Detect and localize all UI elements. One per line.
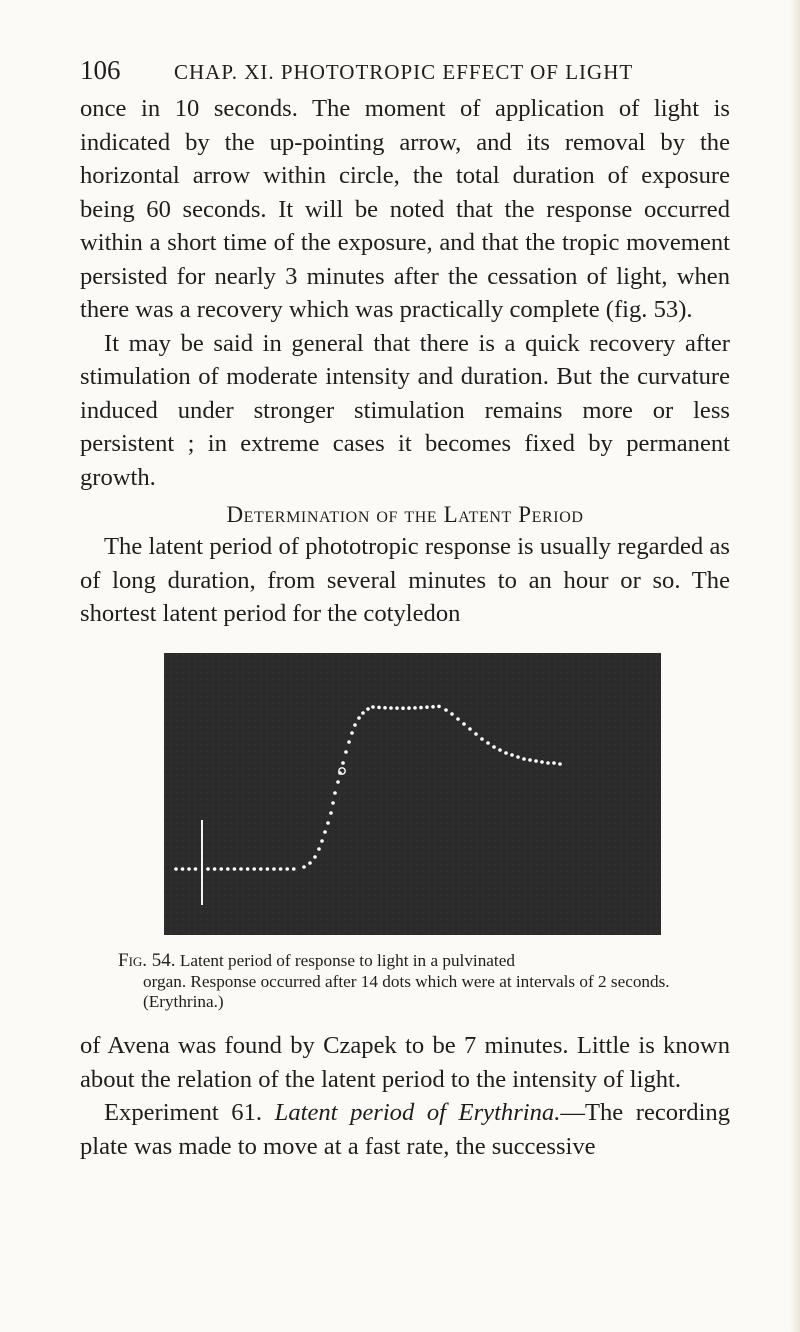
response-dot bbox=[413, 706, 417, 710]
response-dot bbox=[425, 705, 429, 709]
response-dot bbox=[266, 867, 270, 871]
response-dot bbox=[450, 712, 454, 716]
response-dot bbox=[320, 839, 324, 843]
response-dot bbox=[279, 867, 283, 871]
response-dot bbox=[474, 732, 478, 736]
response-dot bbox=[329, 811, 333, 815]
response-dot bbox=[498, 748, 502, 752]
response-dot bbox=[219, 867, 223, 871]
response-dot bbox=[246, 867, 250, 871]
figure-caption bbox=[118, 951, 678, 1013]
response-dot bbox=[389, 706, 393, 710]
page-header bbox=[80, 52, 720, 92]
response-dot bbox=[534, 759, 538, 763]
experiment-title: Latent period of Erythrina. bbox=[274, 1099, 561, 1126]
response-dot bbox=[462, 722, 466, 726]
response-dot bbox=[313, 855, 317, 859]
paragraph-experiment bbox=[80, 1096, 730, 1163]
response-dot bbox=[326, 821, 330, 825]
page-number: 106 bbox=[80, 55, 121, 85]
caption-line-1: Latent period of response to light in a pulvinated bbox=[179, 951, 515, 970]
response-dot bbox=[419, 706, 423, 710]
response-dot bbox=[361, 711, 365, 715]
response-dot bbox=[357, 716, 361, 720]
figure-label: Fig. 54. bbox=[118, 950, 176, 971]
response-dot bbox=[528, 758, 532, 762]
response-dot bbox=[206, 867, 210, 871]
section-heading: Determination of the Latent Period bbox=[226, 502, 584, 527]
response-dot bbox=[292, 867, 296, 871]
response-dot bbox=[353, 723, 357, 727]
response-dot bbox=[546, 761, 550, 765]
response-dot bbox=[272, 867, 276, 871]
response-dot bbox=[226, 867, 230, 871]
page-edge bbox=[790, 0, 800, 1332]
response-dot bbox=[516, 755, 520, 759]
response-dot bbox=[383, 706, 387, 710]
response-dot bbox=[510, 753, 514, 757]
response-dot bbox=[366, 707, 370, 711]
response-dot bbox=[317, 847, 321, 851]
response-dot bbox=[259, 867, 263, 871]
text-block-bottom bbox=[80, 1029, 730, 1163]
paragraph-latent-period: The latent period of phototropic response is usually regarded as of long duration, from several minutes to an hour or so. The shortest latent period for the cotyledon bbox=[80, 533, 730, 627]
paragraph-avena: of Avena was found by Czapek to be 7 minutes. Little is known about the relation of the latent period to the intensity of light. bbox=[80, 1032, 730, 1093]
response-dot bbox=[552, 761, 556, 765]
response-dot bbox=[285, 867, 289, 871]
response-dot bbox=[486, 741, 490, 745]
response-dot bbox=[323, 830, 327, 834]
response-dot bbox=[437, 705, 441, 709]
response-dot bbox=[239, 867, 243, 871]
response-dot bbox=[233, 867, 237, 871]
response-dot bbox=[371, 705, 375, 709]
recording-plate bbox=[164, 653, 661, 935]
text-block-middle bbox=[80, 530, 730, 631]
response-dot bbox=[308, 861, 312, 865]
response-dot bbox=[395, 706, 399, 710]
response-dot bbox=[181, 867, 185, 871]
response-dot bbox=[350, 731, 354, 735]
response-dot bbox=[347, 740, 351, 744]
response-dot bbox=[444, 708, 448, 712]
response-dot bbox=[540, 760, 544, 764]
response-dot bbox=[468, 727, 472, 731]
experiment-text: —The recording plate was made to move at a fast rate, the successive bbox=[80, 1099, 730, 1160]
response-dot bbox=[252, 867, 256, 871]
response-dot bbox=[377, 706, 381, 710]
response-dot bbox=[407, 706, 411, 710]
response-dot bbox=[194, 867, 198, 871]
response-dot bbox=[341, 761, 345, 765]
response-dot bbox=[431, 705, 435, 709]
response-dot bbox=[213, 867, 217, 871]
response-dot bbox=[504, 751, 508, 755]
experiment-label: Experiment 61. bbox=[104, 1099, 263, 1126]
caption-line-2: organ. Response occurred after 14 dots which were at intervals of 2 seconds. (Erythrina.) bbox=[143, 971, 670, 1011]
response-dot bbox=[401, 706, 405, 710]
paragraph-exposure: once in 10 seconds. The moment of application of light is indicated by the up-pointing arrow, and its removal by the horizontal arrow within circle, the total duration of exposure being 60 seconds. It will be noted that the response occurred within a short time of the exposure, and that the tropic movement persisted for nearly 3 minutes after the cessation of light, when there was a recovery which was practically complete (fig. 53). bbox=[80, 95, 730, 323]
response-dot bbox=[174, 867, 178, 871]
response-dot bbox=[187, 867, 191, 871]
running-head: CHAP. XI. PHOTOTROPIC EFFECT OF LIGHT bbox=[174, 60, 634, 84]
response-dot bbox=[492, 745, 496, 749]
response-dot bbox=[344, 750, 348, 754]
plate-background bbox=[164, 653, 661, 935]
figure-recording bbox=[164, 653, 661, 935]
response-dot bbox=[558, 762, 562, 766]
text-block-top bbox=[80, 92, 730, 494]
response-dot bbox=[522, 757, 526, 761]
response-dot bbox=[333, 791, 337, 795]
response-dot bbox=[336, 780, 340, 784]
paragraph-recovery: It may be said in general that there is a quick recovery after stimulation of moderate intensity and duration. But the curvature induced under stronger stimulation remains more or less persistent ; in extreme cases it becomes fixed by permanent growth. bbox=[80, 329, 730, 491]
response-dot bbox=[302, 865, 306, 869]
response-dot bbox=[480, 737, 484, 741]
response-dot bbox=[331, 801, 335, 805]
response-dot bbox=[456, 717, 460, 721]
